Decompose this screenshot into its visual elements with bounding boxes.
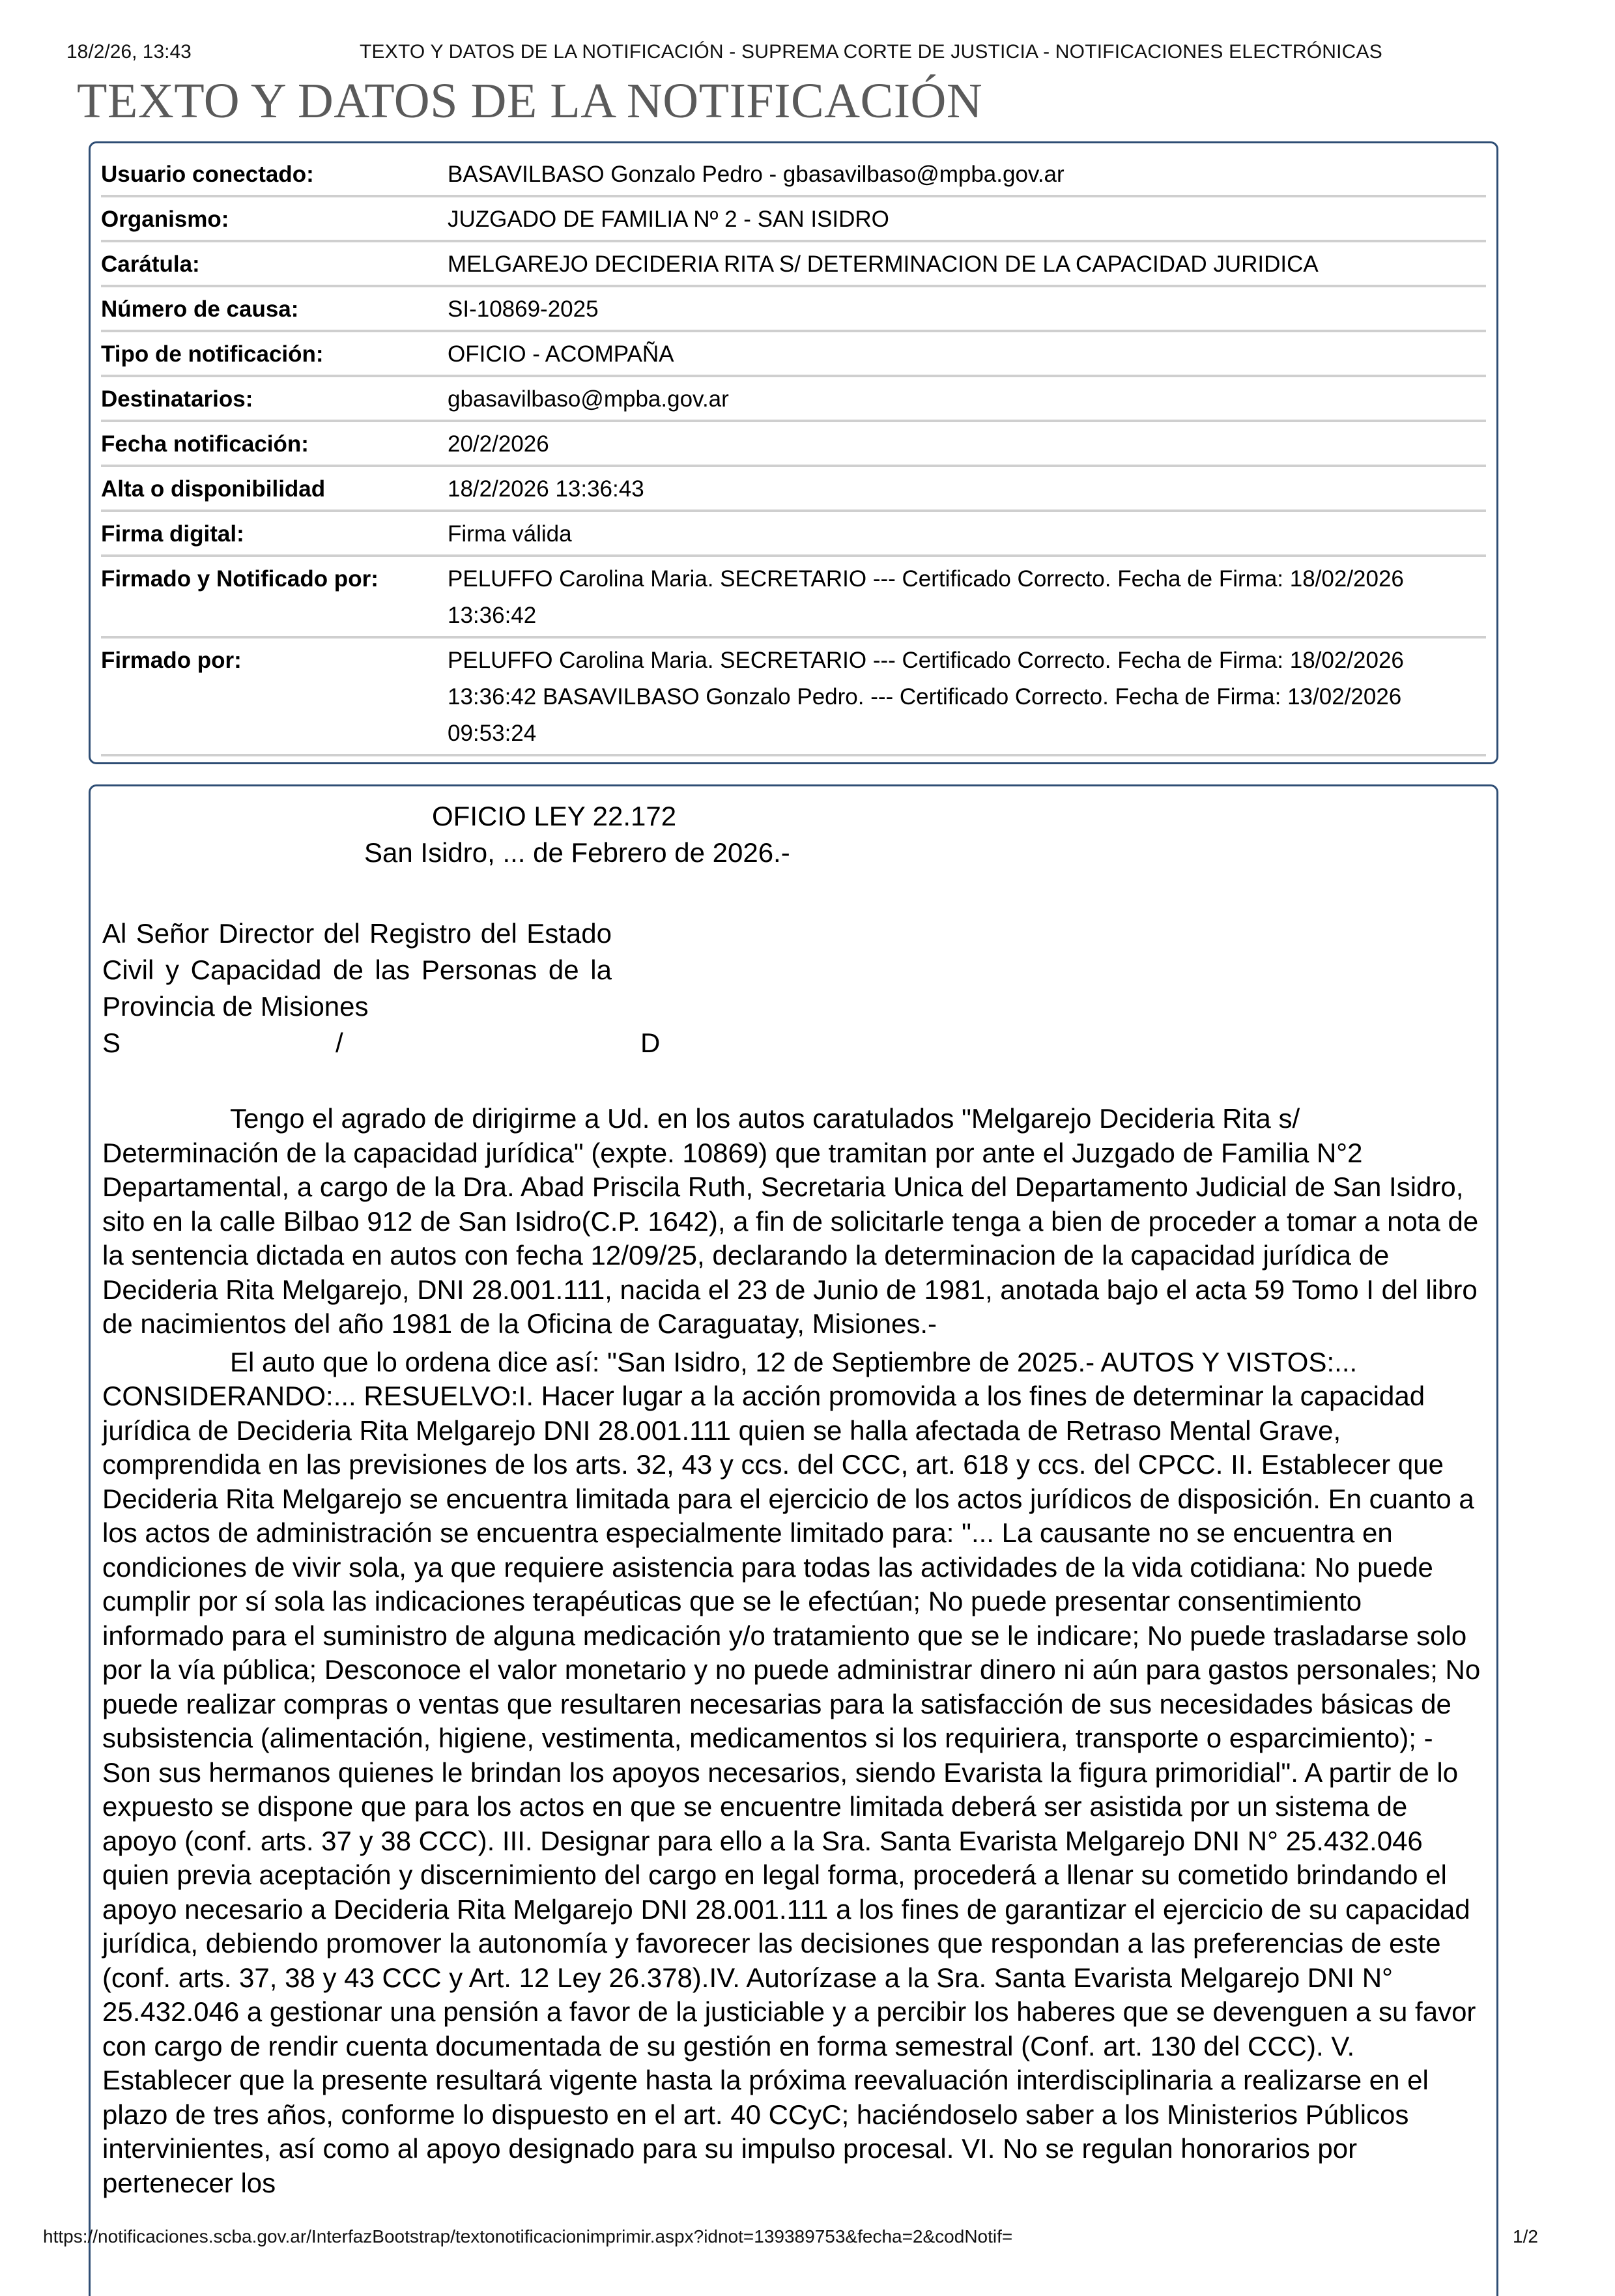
sd-slash: / (336, 1027, 343, 1058)
info-row (101, 286, 1486, 331)
letter-addressee: Al Señor Director del Registro del Estado Civil y Capacidad de las Personas de la Provincia de Misiones (102, 918, 612, 1022)
info-row (101, 556, 1486, 637)
sd-d: D (640, 1027, 661, 1058)
info-label: Firmado y Notificado por: (101, 556, 448, 637)
info-value: gbasavilbaso@mpba.gov.ar (448, 376, 1486, 421)
info-label: Firmado por: (101, 637, 448, 755)
info-label: Tipo de notificación: (101, 331, 448, 376)
letter-place-date: San Isidro, ... de Febrero de 2026.- (364, 837, 790, 868)
letter-paragraph: El auto que lo ordena dice así: "San Isidro, 12 de Septiembre de 2025.- AUTOS Y VISTOS:... CONSIDERANDO:... RESUELVO:I. Hacer lugar a la acción promovida a los fines de determinar la capacidad jurídica de Decideria Rita Melgarejo DNI 28.001.111 quien se halla afectada de Retraso Mental Grave, comprendida en las previsiones de los arts. 32, 43 y ccs. del CCC, art. 618 y ccs. del CPCC. II. Establecer que Decideria Rita Melgarejo se encuentra limitada para el ejercicio de los actos jurídicos de disposición. En cuanto a los actos de administración se encuentra especialmente limitado para: "... La causante no se encuentra en condiciones de vivir sola, ya que requiere asistencia para todas las actividades de la vida cotidiana: No puede cumplir por sí sola las indicaciones terapéuticas que se le efectúan; No puede presentar consentimiento informado para el suministro de alguna medicación y/o tratamiento que se le indicare; No puede trasladarse solo por la vía pública; Desconoce el valor monetario y no puede administrar dinero ni aún para gastos personales; No puede realizar compras o ventas que resultaren necesarias para la satisfacción de sus necesidades básicas de subsistencia (alimentación, higiene, vestimenta, medicamentos si los requiriera, transporte o esparcimiento); - Son sus hermanos quienes le brindan los apoyos necesarios, siendo Evarista la figura primoridial". A partir de lo expuesto se dispone que para los actos en que se encuentre limitada deberá ser asistida por un sistema de apoyo (conf. arts. 37 y 38 CCC). III. Designar para ello a la Sra. Santa Evarista Melgarejo DNI N° 25.432.046 quien previa aceptación y discernimiento del cargo en legal forma, procederá a llenar su cometido brindando el apoyo necesario a Decideria Rita Melgarejo DNI 28.001.111 a los fines de garantizar el ejercicio de su capacidad jurídica, debiendo promover la autonomía y favorecer las decisiones que respondan a las preferencias de este (conf. arts. 37, 38 y 43 CCC y Art. 12 Ley 26.378).IV. Autorízase a la Sra. Santa Evarista Melgarejo DNI N° 25.432.046 a gestionar una pensión a favor de la justiciable y a percibir los haberes que se devenguen a su favor con cargo de rendir cuenta documentada de su gestión en forma semestral (Conf. art. 130 del CCC). V. Establecer que la presente resultará vigente hasta la próxima reevaluación interdisciplinaria a realizarse en el plazo de tres años, conforme lo dispuesto en el art. 40 CCyC; haciéndoselo saber a los Ministerios Públicos intervinientes, así como al apoyo designado para su impulso procesal. VI. No se regulan honorarios por pertenecer los (102, 1346, 1481, 2198)
info-label: Fecha notificación: (101, 421, 448, 466)
notification-text-panel (89, 784, 1498, 2296)
info-value: PELUFFO Carolina Maria. SECRETARIO --- Certificado Correcto. Fecha de Firma: 18/02/2026 13:36:42 BASAVILBASO Gonzalo Pedro. --- Certificado Correcto. Fecha de Firma: 13/02/2026 09:53:24 (448, 637, 1486, 755)
print-header (0, 0, 1615, 63)
letter-paragraphs (102, 1102, 1483, 2200)
letter-paragraph: Tengo el agrado de dirigirme a Ud. en los autos caratulados "Melgarejo Decideria Rita s/ Determinación de la capacidad jurídica" (expte. 10869) que tramitan por ante el Juzgado de Familia N°2 Departamental, a cargo de la Dra. Abad Priscila Ruth, Secretaria Unica del Departamento Judicial de San Isidro, sito en la calle Bilbao 912 de San Isidro(C.P. 1642), a fin de solicitarle tenga a bien de proceder a tomar a nota de la sentencia dictada en autos con fecha 12/09/25, declarando la determinacion de la capacidad jurídica de Decideria Rita Melgarejo, DNI 28.001.111, nacida el 23 de Junio de 1981, anotada bajo el acta 59 Tomo I del libro de nacimientos del año 1981 de la Oficina de Caraguatay, Misiones.- (102, 1103, 1479, 1339)
info-label: Número de causa: (101, 286, 448, 331)
info-value: JUZGADO DE FAMILIA Nº 2 - SAN ISIDRO (448, 196, 1486, 241)
page-title: TEXTO Y DATOS DE LA NOTIFICACIÓN (77, 74, 983, 128)
info-value: OFICIO - ACOMPAÑA (448, 331, 1486, 376)
info-value: Firma válida (448, 511, 1486, 556)
info-label: Firma digital: (101, 511, 448, 556)
print-datetime: 18/2/26, 13:43 (66, 41, 192, 63)
print-footer-url: https://notificaciones.scba.gov.ar/InterfazBootstrap/textonotificacionimprimir.aspx?idnot=139389753&fecha=2&codNotif= (43, 2226, 1013, 2246)
info-row (101, 637, 1486, 755)
info-row (101, 152, 1486, 196)
letter-salutation-sd (102, 1025, 663, 1061)
print-footer-page-number: 1/2 (1513, 2226, 1538, 2246)
info-row (101, 196, 1486, 241)
sd-s: S (102, 1027, 121, 1058)
info-row (101, 241, 1486, 286)
print-document-title: TEXTO Y DATOS DE LA NOTIFICACIÓN - SUPREMA CORTE DE JUSTICIA - NOTIFICACIONES ELECTRÓNICAS (360, 41, 1382, 63)
info-value: 18/2/2026 13:36:43 (448, 466, 1486, 511)
info-label: Carátula: (101, 241, 448, 286)
info-label: Destinatarios: (101, 376, 448, 421)
info-row (101, 376, 1486, 421)
info-value: SI-10869-2025 (448, 286, 1486, 331)
info-value: BASAVILBASO Gonzalo Pedro - gbasavilbaso@mpba.gov.ar (448, 152, 1486, 196)
info-label: Usuario conectado: (101, 152, 448, 196)
info-value: MELGAREJO DECIDERIA RITA S/ DETERMINACION DE LA CAPACIDAD JURIDICA (448, 241, 1486, 286)
info-label: Organismo: (101, 196, 448, 241)
info-row (101, 466, 1486, 511)
letter-heading: OFICIO LEY 22.172 (432, 801, 677, 831)
info-row (101, 511, 1486, 556)
info-row (101, 421, 1486, 466)
notification-info-panel (89, 141, 1498, 764)
info-value: 20/2/2026 (448, 421, 1486, 466)
notification-info-table (101, 152, 1486, 756)
info-row (101, 331, 1486, 376)
info-value: PELUFFO Carolina Maria. SECRETARIO --- Certificado Correcto. Fecha de Firma: 18/02/2026 13:36:42 (448, 556, 1486, 637)
info-label: Alta o disponibilidad (101, 466, 448, 511)
